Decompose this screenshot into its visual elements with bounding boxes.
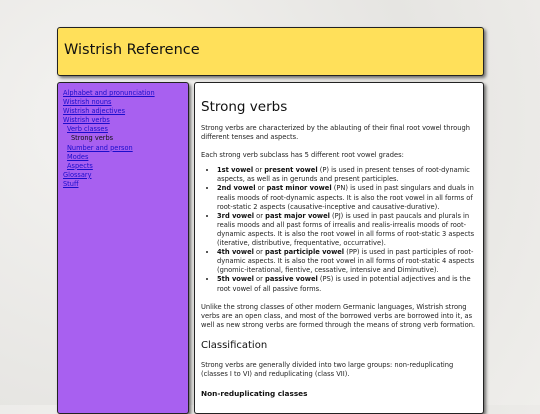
sidebar-link[interactable]: Number and person [67, 143, 133, 152]
grade-description: (PJ) is used in past paucals and plurals in realis moods and all past forms of irrealis and realis-irrealis moods of root-dynamic aspects. It is also the root vowel in all forms of root-static 3 aspects (iterative, distributive, frequentative, occurrative). [217, 211, 475, 248]
or-text: or [256, 248, 263, 257]
sidebar-item-adjectives[interactable] [63, 107, 155, 116]
or-text: or [255, 166, 263, 175]
closing-paragraph: Unlike the strong classes of other modern Germanic languages, Wistrish strong verbs are an open class, and most of the borrowed verbs are borrowed into it, as well as new strong verbs are formed through the means of strong verb formation. [201, 302, 476, 329]
grade-name: 3rd vowel [217, 211, 255, 220]
sidebar-item-modes[interactable] [63, 153, 155, 162]
sidebar-item-nouns[interactable] [63, 98, 155, 107]
grade-alt: past participle vowel [265, 248, 345, 257]
classification-heading: Classification [201, 339, 268, 351]
sidebar-link[interactable]: Glossary [63, 170, 92, 179]
grades-intro: Each strong verb subclass has 5 different root vowel grades: [201, 151, 404, 160]
sidebar-link[interactable]: Aspects [67, 161, 93, 170]
grade-description: (PP) is used in past participles of root-dynamic aspects. It is also the root vowel in all forms of root-static 4 aspects (gnomic-iterational, fientive, cessative, intensive and Diminutive). [217, 248, 475, 275]
list-item [217, 275, 477, 293]
sidebar-link[interactable]: Wistrish verbs [63, 116, 110, 125]
grade-name: 1st vowel [217, 166, 254, 175]
site-title: Wistrish Reference [64, 42, 200, 58]
grade-alt: passive vowel [265, 275, 318, 284]
list-item [217, 248, 477, 275]
grade-description: (PS) is used in potential adjectives and is the root vowel of all passive forms. [217, 275, 471, 293]
sidebar-item-verb-classes[interactable] [63, 125, 155, 134]
sidebar-item-aspects[interactable] [63, 162, 155, 171]
sidebar-item-strong-verbs-current: Strong verbs [71, 134, 114, 143]
site-header [57, 27, 484, 76]
classification-paragraph: Strong verbs are generally divided into two large groups: non-reduplicating (classes I to VI) and reduplicating (class VII). [201, 360, 454, 378]
sidebar-link[interactable]: Wistrish adjectives [63, 107, 126, 116]
sidebar-link[interactable]: Wistrish nouns [63, 98, 112, 107]
sidebar-item-number-person[interactable] [63, 144, 155, 153]
grades-list [201, 166, 477, 293]
grade-alt: past major vowel [265, 211, 330, 220]
or-text: or [256, 211, 264, 220]
intro-paragraph: Strong verbs are characterized by the ablauting of their final root vowel through different tenses and aspects. [201, 124, 470, 142]
grade-name: 5th vowel [217, 275, 254, 284]
sidebar-nav [63, 89, 155, 189]
sidebar-link[interactable]: Alphabet and pronunciation [63, 89, 155, 97]
grade-name: 2nd vowel [217, 184, 256, 193]
sidebar-item-stuff[interactable] [63, 180, 155, 189]
sidebar-link[interactable]: Modes [67, 152, 89, 161]
grade-name: 4th vowel [217, 248, 254, 257]
or-text: or [257, 184, 265, 193]
list-item [217, 166, 477, 184]
grade-alt: present vowel [264, 166, 318, 175]
sidebar [57, 82, 189, 414]
article [201, 83, 477, 398]
sidebar-item-glossary[interactable] [63, 171, 155, 180]
sidebar-link[interactable]: Verb classes [67, 125, 108, 134]
page-title: Strong verbs [201, 99, 288, 115]
main-content [194, 82, 484, 414]
sidebar-item-alphabet[interactable] [63, 89, 155, 98]
sidebar-item-verbs[interactable] [63, 116, 155, 125]
or-text: or [256, 275, 263, 284]
grade-description: (PN) is used in past singulars and duals in realis moods of root-dynamic aspects. It is also the root vowel in all forms of root-static 2 aspects (causative-inceptive and causative-durative). [217, 184, 474, 211]
list-item [217, 184, 477, 211]
grade-description: (P) is used in present tenses of root-dynamic aspects, as well as in gerunds and present participles. [217, 166, 470, 184]
grade-alt: past minor vowel [266, 184, 332, 193]
sidebar-link[interactable]: Stuff [63, 179, 79, 188]
list-item [217, 212, 477, 248]
non-reduplicating-heading: Non-reduplicating classes [201, 389, 308, 399]
